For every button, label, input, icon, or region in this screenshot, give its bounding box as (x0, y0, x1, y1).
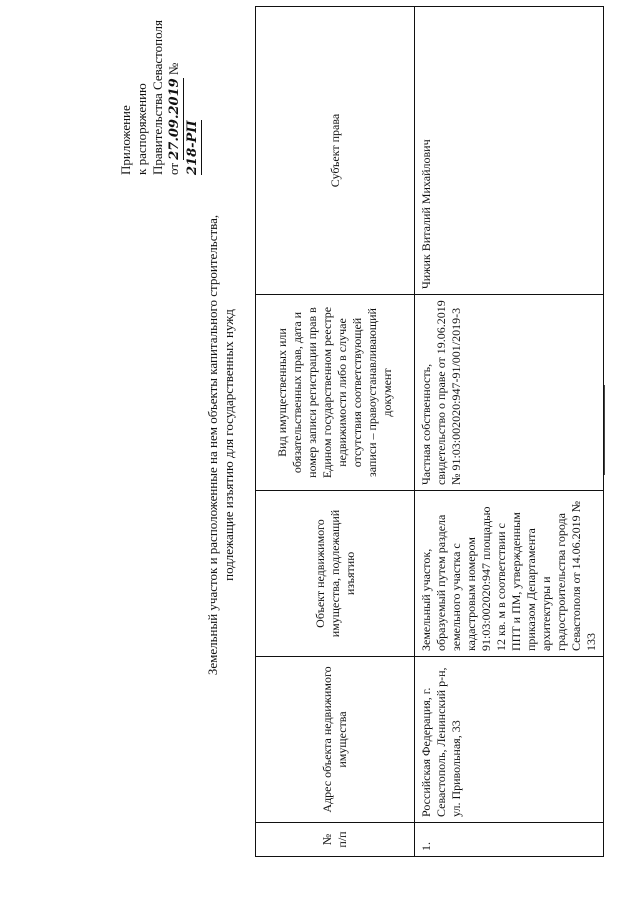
appendix-date-number (166, 5, 202, 175)
table-row (415, 7, 604, 857)
appendix-title: Приложение (118, 105, 133, 175)
header-subject: Субъект права (256, 7, 415, 295)
header-rights: Вид имущественных или обязательственных прав, дата и номер записи регистрации прав в Едином государственном реестре недвижимости либо в случае отсутствия соответствующей записи – правоустанавливающий документ (256, 295, 415, 491)
number-prefix: № (166, 62, 181, 76)
header-object: Объект недвижимого имущества, подлежащий изъятию (256, 491, 415, 657)
seizure-table (255, 6, 604, 857)
document-title (205, 165, 237, 725)
cell-address: Российская Федерация, г. Севастополь, Ленинский р-н, ул. Привольная, 33 (415, 657, 604, 823)
header-address: Адрес объекта недвижимого имущества (256, 657, 415, 823)
page-divider (604, 385, 605, 475)
table-header-row (256, 7, 415, 857)
date-prefix: от (166, 162, 181, 175)
header-num: № п/п (256, 823, 415, 857)
cell-num: 1. (415, 823, 604, 857)
appendix-issuer: Правительства Севастополя (150, 20, 165, 175)
handwritten-date: 27.09.2019 (167, 78, 182, 160)
appendix-block (118, 5, 202, 175)
title-line-1: Земельный участок и расположенные на нем объекты капитального строительства, (205, 214, 220, 676)
cell-subject: Чижик Виталий Михайлович (415, 7, 604, 295)
cell-object: Земельный участок, образуемый путем раздела земельного участка с кадастровым номером 91:03:002020:947 площадью 12 кв. м в соответствии с ППТ и ПМ, утвержденным приказом Департамента архитектуры и градостроительства города Севастополя от 14.06.2019 № 133 (415, 491, 604, 657)
handwritten-number: 218-РП (185, 120, 200, 175)
cell-rights: Частная собственность, свидетельство о праве от 19.06.2019 № 91:03:002020:947-91/001/2019-3 (415, 295, 604, 491)
appendix-order-ref: к распоряжению (134, 83, 149, 175)
title-line-2: подлежащие изъятию для государственных нужд (221, 309, 236, 581)
